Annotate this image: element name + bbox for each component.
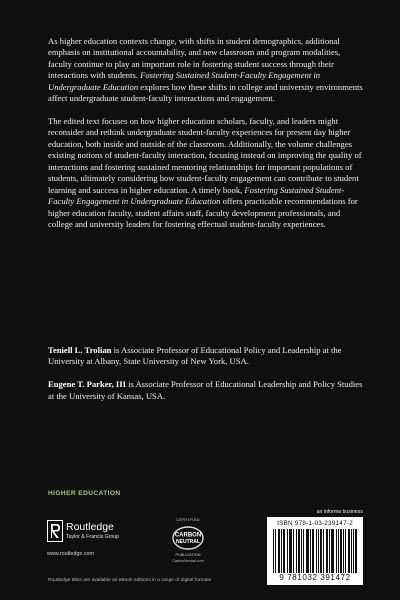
barcode-bar (290, 529, 291, 573)
publisher-logo (47, 520, 157, 558)
barcode-bar (340, 529, 341, 573)
barcode-bar (323, 529, 324, 573)
barcode-bar (336, 529, 337, 573)
carbon-publication-label: PUBLICATION (175, 553, 201, 557)
author-name: Teniell L. Trolian (48, 345, 112, 355)
barcode (273, 529, 357, 573)
barcode-bar (283, 529, 284, 573)
author-bio (48, 345, 364, 368)
barcode-bar (345, 529, 346, 573)
barcode-bar (332, 529, 333, 573)
carbon-neutral-badge (170, 517, 206, 565)
barcode-bar (348, 529, 349, 573)
barcode-bar (312, 529, 313, 573)
barcode-bar (301, 529, 302, 573)
barcode-bar (326, 529, 327, 573)
subject-category: HIGHER EDUCATION (48, 490, 121, 497)
carbon-mark-bottom: NEUTRAL (176, 539, 200, 545)
carbon-neutral-icon (170, 523, 206, 557)
barcode-digits: 9 781032 391472 (279, 573, 351, 582)
barcode-bar (316, 529, 317, 573)
ebook-footnote: Routledge titles are available as eBook editions in a range of digital formats (48, 578, 212, 583)
barcode-bar (299, 529, 300, 573)
barcode-bar (275, 529, 276, 573)
paragraph-2-text-a: The edited text focuses on how higher education scholars, faculty, and leaders might reconsider and rethink undergraduate student-faculty experiences for present day higher education, both inside and outside of the classroom. Additionally, the volume challenges existing notions of student-faculty interaction, focusing instead on improving the quality of interactions and fostering sustained mentoring relationships for important populations of students, ultimately considering how student-faculty engagement can contribute to student learning and success in higher education. A timely book, (48, 116, 362, 195)
barcode-bar (313, 529, 314, 573)
barcode-bar (303, 529, 304, 573)
book-title-italic: Fostering Sustained Student-Faculty Engagement in Undergraduate Education (48, 184, 345, 207)
barcode-bar (287, 529, 288, 573)
barcode-bar (338, 529, 339, 573)
barcode-bar (356, 529, 357, 573)
paragraph-1-text-b: explores how these shifts in college and university environments affect undergraduate student-faculty interactions and engagement. (48, 81, 363, 104)
barcode-bar (327, 529, 328, 573)
publisher-group: Taylor & Francis Group (66, 534, 120, 540)
description-paragraph-2 (48, 116, 364, 231)
barcode-bar (329, 529, 330, 573)
paragraph-2-text-b: offers practicable recommendations for higher education faculty, student affairs staff, faculty development professionals, and college and university leaders for fostering effectual student-faculty experiences. (48, 196, 358, 230)
barcode-bar (320, 529, 321, 573)
author-name: Eugene T. Parker, III (48, 379, 126, 390)
barcode-bar (291, 529, 292, 573)
barcode-bar (306, 529, 307, 573)
barcode-bar (331, 529, 332, 573)
informa-tagline: an informa business (316, 509, 363, 515)
paragraph-1-text-a: As higher education contexts change, with shifts in student demographics, additional emphasis on institutional accountability, and new classroom and program modalities, faculty continue to play an important role in fostering student success through their interactions with students. (48, 36, 341, 81)
carbon-mark-top: CARBON (174, 532, 202, 539)
barcode-bar (278, 529, 279, 573)
author-bios (48, 345, 364, 413)
author-bio-text: is Associate Professor of Educational Policy and Leadership at the University at Albany, State University of New York, USA. (48, 345, 342, 367)
author-bio (48, 379, 364, 402)
author-bio-text: is Associate Professor of Educational Leadership and Policy Studies at the University of Kansas, USA. (48, 379, 363, 401)
publisher-url[interactable]: www.routledge.com (47, 551, 95, 557)
barcode-bar (318, 529, 319, 573)
barcode-bar (273, 529, 274, 573)
barcode-bar (279, 529, 280, 573)
publisher-name: Routledge (66, 521, 114, 533)
book-title-italic: Fostering Sustained Student-Faculty Engagement in Undergraduate Education (48, 70, 321, 92)
barcode-bar (355, 529, 356, 573)
barcode-bar (298, 529, 299, 573)
barcode-bar (333, 529, 334, 573)
barcode-panel (267, 517, 363, 585)
barcode-bar (341, 529, 342, 573)
barcode-bar (310, 529, 311, 573)
barcode-bar (307, 529, 308, 573)
barcode-bar (351, 529, 352, 573)
barcode-bar (296, 529, 297, 573)
barcode-bar (308, 529, 309, 573)
barcode-bar (349, 529, 350, 573)
book-description (48, 36, 364, 242)
barcode-bar (343, 529, 344, 573)
description-paragraph-1 (48, 36, 364, 105)
barcode-bar (284, 529, 285, 573)
isbn-barcode-block (267, 509, 363, 587)
carbon-certified-label: CERTIFIED (176, 517, 200, 522)
isbn-number: ISBN 978-1-03-239147-2 (277, 520, 353, 527)
barcode-bar (289, 529, 290, 573)
routledge-r-icon (47, 520, 63, 542)
carbon-url: CarbonNeutral.com (172, 559, 204, 563)
barcode-bar (321, 529, 322, 573)
barcode-bar (281, 529, 282, 573)
barcode-bar (353, 529, 354, 573)
barcode-bar (293, 529, 294, 573)
